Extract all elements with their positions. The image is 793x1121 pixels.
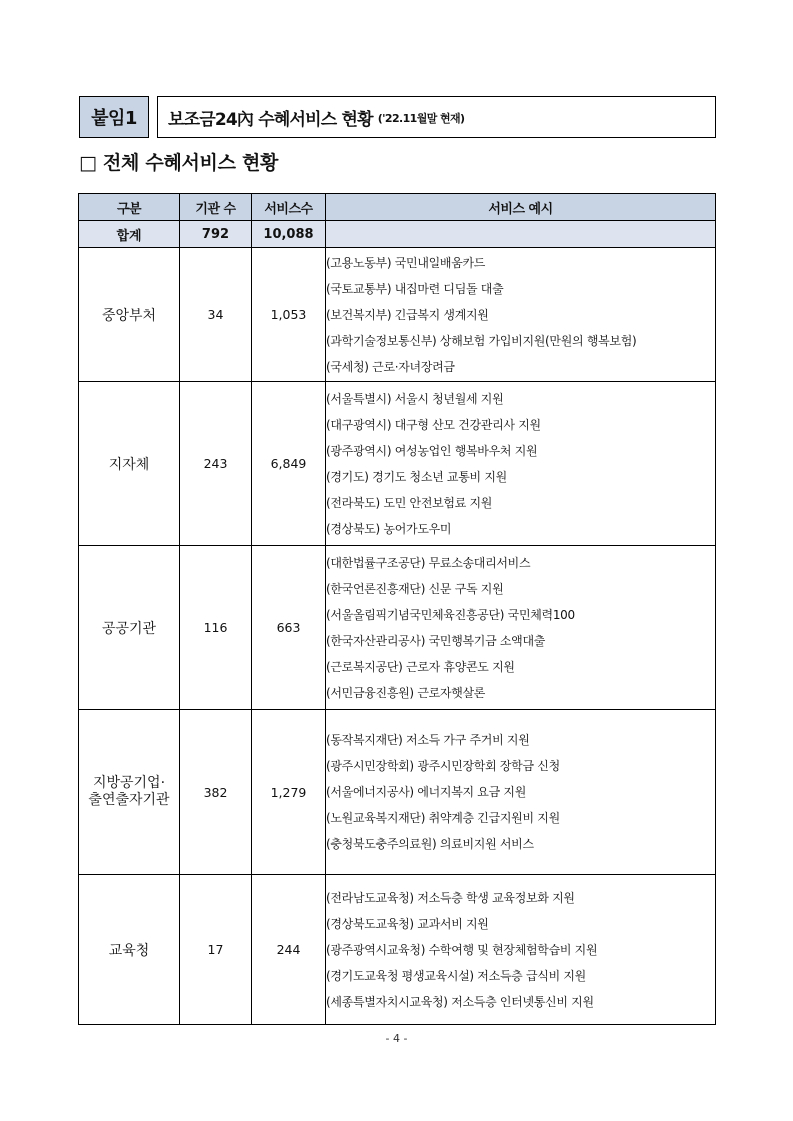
table-header-row: [79, 194, 716, 221]
row-institutions: 17: [180, 875, 252, 1025]
example-item: (과학기술정보통신부) 상해보험 가입비지원(만원의 행복보험): [326, 333, 637, 348]
example-item: (국토교통부) 내집마련 디딤돌 대출: [326, 281, 504, 296]
row-services: 6,849: [252, 382, 326, 546]
services-table: [78, 193, 716, 1025]
example-item: (경상북도교육청) 교과서비 지원: [326, 916, 489, 931]
example-item: (전라북도) 도민 안전보험료 지원: [326, 495, 493, 510]
example-item: (근로복지공단) 근로자 휴양콘도 지원: [326, 659, 515, 674]
row-services: 663: [252, 546, 326, 710]
example-item: (한국자산관리공사) 국민행복기금 소액대출: [326, 633, 546, 648]
row-category-line: 지방공기업·: [92, 775, 166, 791]
example-item: (대한법률구조공단) 무료소송대리서비스: [326, 555, 531, 570]
example-item: (세종특별자치시교육청) 저소득층 인터넷통신비 지원: [326, 994, 594, 1009]
table-row: [79, 546, 716, 710]
table-row: [79, 875, 716, 1025]
row-examples: [326, 382, 716, 546]
example-item: (경상북도) 농어가도우미: [326, 521, 452, 536]
total-label: 합계: [79, 221, 180, 248]
example-item: (대구광역시) 대구형 산모 건강관리사 지원: [326, 417, 541, 432]
example-item: (노원교육복지재단) 취약계층 긴급지원비 지원: [326, 811, 560, 825]
column-header-institutions: 기관 수: [180, 194, 252, 221]
row-category: 교육청: [79, 875, 180, 1025]
title-date-note: ('22.11월말 현재): [377, 112, 465, 125]
row-examples: [326, 710, 716, 875]
attachment-tag: [79, 96, 149, 138]
table-row: [79, 248, 716, 382]
example-item: (서울올림픽기념국민체육진흥공단) 국민체력100: [326, 607, 575, 622]
row-category-line: 출연출자기관: [88, 792, 170, 808]
row-category: 중앙부처: [79, 248, 180, 382]
column-header-examples: 서비스 예시: [326, 194, 716, 221]
example-item: (광주광역시교육청) 수학여행 및 현장체험학습비 지원: [326, 942, 598, 957]
row-institutions: 243: [180, 382, 252, 546]
title-box: [157, 96, 716, 138]
total-row: [79, 221, 716, 248]
attachment-tag-label: 붙임1: [91, 108, 137, 129]
section-heading: □ 전체 수혜서비스 현황: [79, 152, 279, 174]
document-title: 보조금24內 수혜서비스 현황: [168, 109, 373, 130]
row-examples: [326, 875, 716, 1025]
table-row: [79, 382, 716, 546]
total-examples: [326, 221, 716, 248]
example-item: (서민금융진흥원) 근로자햇살론: [326, 685, 486, 700]
example-item: (보건복지부) 긴급복지 생계지원: [326, 307, 489, 322]
example-item: (경기도교육청 평생교육시설) 저소득층 급식비 지원: [326, 968, 586, 983]
table-row: [79, 710, 716, 875]
row-examples: [326, 546, 716, 710]
row-category: 지자체: [79, 382, 180, 546]
column-header-category: 구분: [79, 194, 180, 221]
total-services: 10,088: [252, 221, 326, 248]
row-institutions: 382: [180, 710, 252, 875]
example-item: (서울에너지공사) 에너지복지 요금 지원: [326, 785, 526, 799]
row-services: 244: [252, 875, 326, 1025]
example-item: (경기도) 경기도 청소년 교통비 지원: [326, 469, 507, 484]
row-institutions: 116: [180, 546, 252, 710]
example-item: (충청북도충주의료원) 의료비지원 서비스: [326, 837, 534, 851]
example-item: (광주광역시) 여성농업인 행복바우처 지원: [326, 443, 538, 458]
example-item: (광주시민장학회) 광주시민장학회 장학금 신청: [326, 759, 560, 773]
row-services: 1,053: [252, 248, 326, 382]
page-number: - 4 -: [385, 1032, 408, 1045]
row-institutions: 34: [180, 248, 252, 382]
example-item: (고용노동부) 국민내일배움카드: [326, 255, 486, 270]
row-category: 공공기관: [79, 546, 180, 710]
example-item: (국세청) 근로·자녀장려금: [326, 359, 455, 374]
row-category: [79, 710, 180, 875]
total-institutions: 792: [180, 221, 252, 248]
column-header-services: 서비스수: [252, 194, 326, 221]
example-item: (동작복지재단) 저소득 가구 주거비 지원: [326, 733, 530, 747]
example-item: (서울특별시) 서울시 청년월세 지원: [326, 391, 504, 406]
example-item: (한국언론진흥재단) 신문 구독 지원: [326, 581, 504, 596]
document-header: [79, 96, 717, 140]
example-item: (전라남도교육청) 저소득층 학생 교육정보화 지원: [326, 890, 575, 905]
row-services: 1,279: [252, 710, 326, 875]
row-examples: [326, 248, 716, 382]
